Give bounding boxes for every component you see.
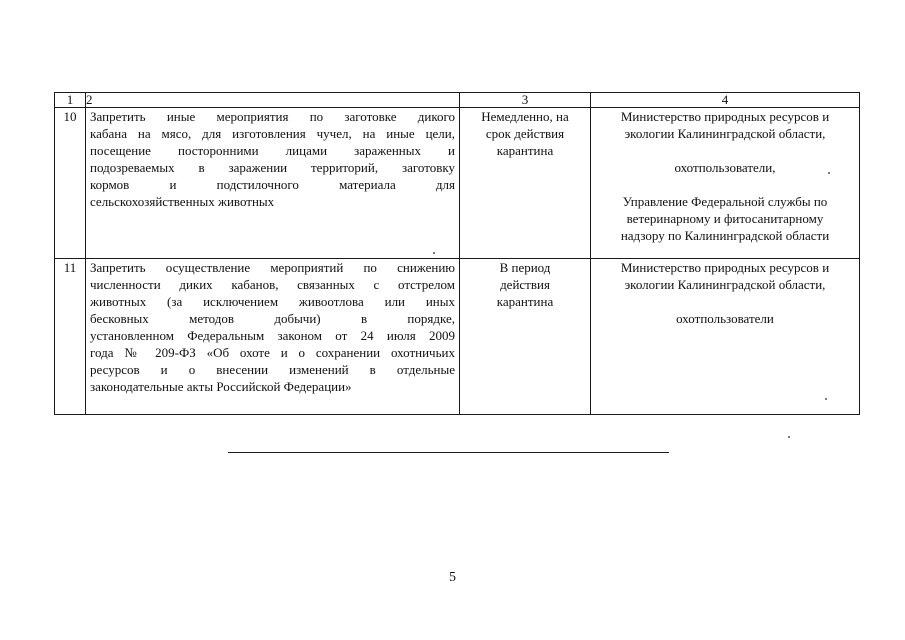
responsible-party bbox=[595, 193, 855, 244]
responsible-party bbox=[595, 259, 855, 293]
measure-line: Запретить иные мероприятия по заготовке дикого bbox=[90, 109, 455, 124]
term-line: карантина bbox=[496, 143, 554, 158]
separator-line bbox=[228, 452, 669, 453]
term-line: карантина bbox=[496, 294, 554, 309]
responsible-line: Управление Федеральной службы по bbox=[622, 194, 828, 209]
responsible-cell bbox=[591, 108, 860, 259]
responsible-line: надзору по Калининградской области bbox=[620, 228, 830, 243]
term-line: В период bbox=[499, 260, 551, 275]
term-line: действия bbox=[500, 277, 550, 292]
responsible-party bbox=[595, 108, 855, 142]
responsible-line: ветеринарному и фитосанитарному bbox=[626, 211, 824, 226]
measure-line: численности диких кабанов, связанных с отстрелом bbox=[90, 277, 455, 292]
responsible-line: охотпользователи bbox=[676, 311, 774, 326]
row-number: 10 bbox=[55, 108, 86, 259]
page-number: 5 bbox=[449, 570, 456, 585]
measure-line: бесковных методов добычи) в порядке, bbox=[90, 311, 455, 326]
measure-line: года № 209-ФЗ «Об охоте и о сохранении охотничьих bbox=[90, 345, 455, 360]
responsible-cell bbox=[591, 259, 860, 415]
row-number: 11 bbox=[55, 259, 86, 415]
table-row bbox=[55, 259, 860, 415]
term-line: Немедленно, на bbox=[481, 109, 569, 124]
responsible-line: охотпользователи, bbox=[674, 160, 776, 175]
responsible-party bbox=[595, 159, 855, 176]
scan-speck bbox=[828, 172, 830, 174]
measure-line: кормов и подстилочного материала для bbox=[90, 177, 455, 192]
measure-line: ресурсов и о внесении изменений в отдельные bbox=[90, 362, 455, 377]
term-line: срок действия bbox=[485, 126, 565, 141]
header-col-2: 2 bbox=[86, 93, 460, 108]
measure-line: животных (за исключением живоотлова или иных bbox=[90, 294, 455, 309]
measure-line: подозреваемых в заражении территорий, заготовку bbox=[90, 160, 455, 175]
responsible-line: экологии Калининградской области, bbox=[624, 277, 826, 292]
measure-line: законодательные акты Российской Федерации» bbox=[90, 379, 352, 394]
measures-table bbox=[54, 92, 860, 415]
measure-line: установленном Федеральным законом от 24 июля 2009 bbox=[90, 328, 455, 343]
term-cell bbox=[460, 108, 591, 259]
scan-speck bbox=[825, 398, 827, 400]
scan-speck bbox=[433, 252, 435, 254]
measure-line: посещение посторонними лицами зараженных и bbox=[90, 143, 455, 158]
table-header-row bbox=[55, 93, 860, 108]
header-col-3: 3 bbox=[460, 93, 591, 108]
measure-cell bbox=[86, 259, 460, 415]
measure-cell bbox=[86, 108, 460, 259]
responsible-line: Министерство природных ресурсов и bbox=[620, 260, 830, 275]
responsible-party bbox=[595, 310, 855, 327]
measure-line: Запретить осуществление мероприятий по снижению bbox=[90, 260, 455, 275]
measure-line: сельскохозяйственных животных bbox=[90, 194, 275, 209]
table-row bbox=[55, 108, 860, 259]
measure-line: кабана на мясо, для изготовления чучел, на иные цели, bbox=[90, 126, 455, 141]
term-cell bbox=[460, 259, 591, 415]
responsible-line: экологии Калининградской области, bbox=[624, 126, 826, 141]
responsible-line: Министерство природных ресурсов и bbox=[620, 109, 830, 124]
scan-speck bbox=[788, 436, 790, 438]
header-col-1: 1 bbox=[55, 93, 86, 108]
header-col-4: 4 bbox=[591, 93, 860, 108]
